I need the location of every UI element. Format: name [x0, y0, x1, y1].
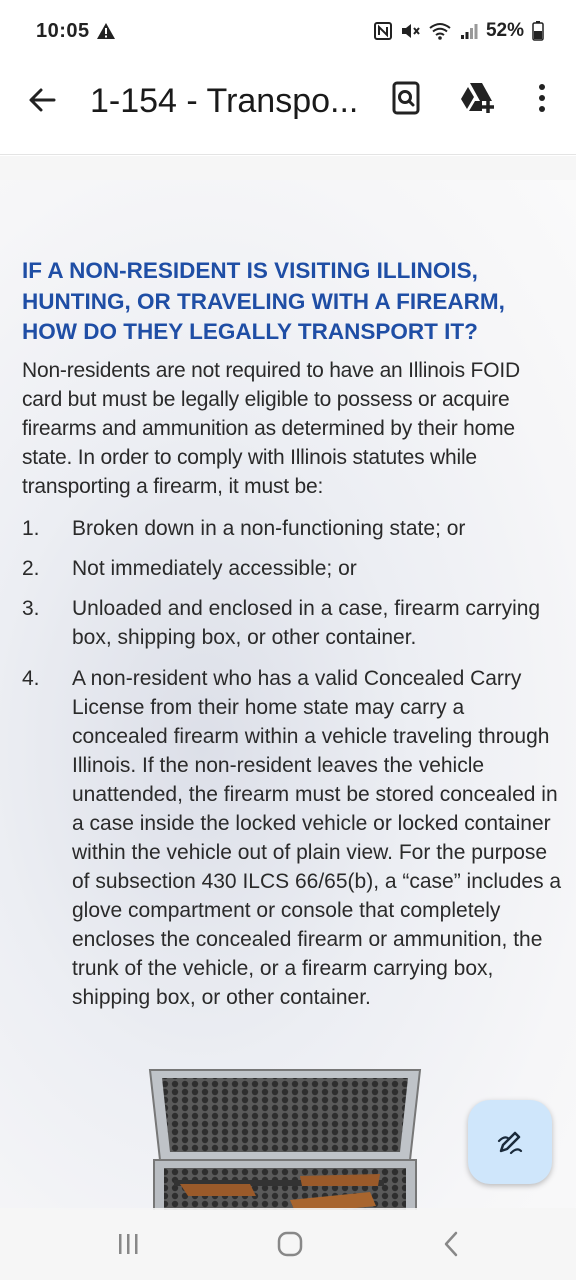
- recents-button[interactable]: [98, 1224, 158, 1264]
- nfc-icon: [374, 22, 392, 40]
- home-icon: [276, 1230, 304, 1258]
- home-button[interactable]: [260, 1224, 320, 1264]
- find-in-page-button[interactable]: [384, 76, 428, 120]
- list-number: 3.: [22, 597, 40, 620]
- add-to-drive-button[interactable]: [456, 76, 500, 120]
- annotate-button[interactable]: [468, 1100, 552, 1184]
- signal-icon: [460, 22, 478, 40]
- app-bar: [0, 62, 576, 155]
- page-gap: [0, 156, 576, 180]
- wifi-icon: [428, 22, 452, 40]
- nav-back-button[interactable]: [422, 1224, 482, 1264]
- status-time: 10:05: [36, 20, 90, 42]
- intro-paragraph: Non-residents are not required to have an Illinois FOID card but must be legally eligible to possess or acquire firearms and ammunition as determined by their home state. In order to comply with Illinois statutes while transporting a firearm, it must be:: [22, 359, 520, 498]
- list-number: 1.: [22, 517, 40, 540]
- chevron-left-icon: [440, 1230, 464, 1258]
- mute-icon: [400, 22, 420, 40]
- more-options-button[interactable]: [520, 76, 564, 120]
- list-text: Unloaded and enclosed in a case, firearm carrying box, shipping box, or other container.: [72, 597, 541, 649]
- list-text: Not immediately accessible; or: [72, 557, 357, 580]
- list-number: 4.: [22, 667, 40, 690]
- recents-icon: [116, 1232, 140, 1256]
- gun-case-image: [140, 1064, 430, 1210]
- annotate-pen-icon: [495, 1127, 525, 1157]
- system-nav-bar: [0, 1208, 576, 1280]
- battery-percent: 52%: [485, 20, 524, 41]
- list-text: A non-resident who has a valid Concealed Carry License from their home state may carry a concealed firearm within a vehicle traveling through Illinois. If the non-resident leaves the vehicle unattended, the firearm must be stored concealed in a case inside the locked vehicle or locked container within the vehicle out of plain view. For the purpose of subsection 430 ILCS 66/65(b), a “case” includes a glove compartment or console that completely encloses the concealed firearm or ammunition, the trunk of the vehicle, or a firearm carrying box, shipping box, or other container.: [72, 667, 562, 1009]
- list-number: 2.: [22, 557, 40, 580]
- find-in-page-icon: [391, 81, 421, 115]
- add-to-drive-icon: [458, 81, 498, 115]
- arrow-left-icon: [24, 80, 64, 120]
- list-text: Broken down in a non-functioning state; or: [72, 517, 466, 540]
- more-vert-icon: [537, 83, 547, 113]
- status-bar: [0, 0, 576, 62]
- alert-icon: [96, 22, 116, 45]
- section-heading: IF A NON-RESIDENT IS VISITING ILLINOIS, HUNTING, OR TRAVELING WITH A FIREARM, HOW DO THEY LEGALLY TRANSPORT IT?: [22, 258, 505, 344]
- page-title: 1-154 - Transpo...: [90, 82, 359, 120]
- battery-icon: [532, 21, 544, 41]
- back-button[interactable]: [24, 80, 64, 120]
- document-page: [0, 180, 576, 1210]
